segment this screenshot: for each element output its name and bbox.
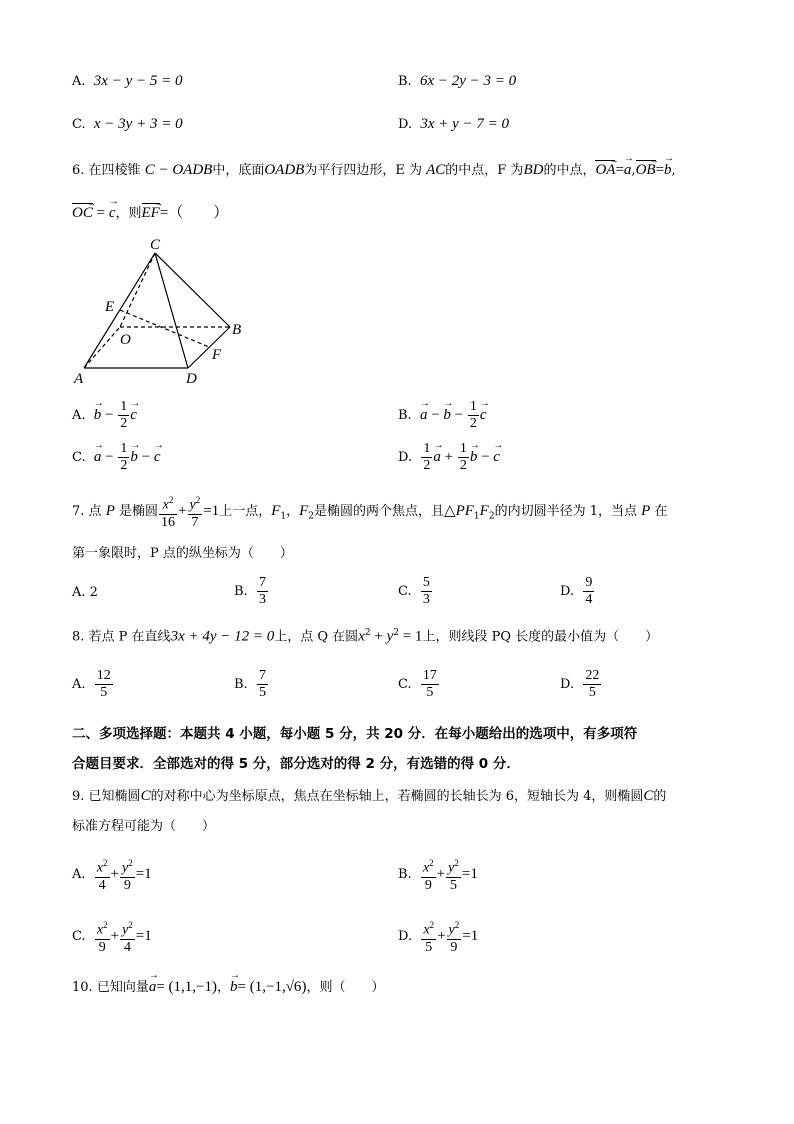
label-f: F (212, 347, 222, 363)
q9-option-d: D. $\frac{x^2}{5}$ + $\frac{y^2}{9}$ =1 (398, 917, 478, 956)
q7-stem-line1: 7. 点 P 是椭圆 $\frac{x^2}{16}$ + $\frac{y^2}{7}$ =1上一点，$F_1$，$F_2$是椭圆的两个焦点，且$\triangle PF_1F_2$的内切圆半径为 1，当点 P 在 (72, 492, 667, 534)
q7-option-d: D. $\frac{9}{4}$ (560, 575, 593, 607)
q6-stem-line1: 6. 在四棱锥 C − OADB中，底面OADB为平行四边形，E 为 AC的中点，F 为BD的中点，OA →=→ a,OB →=→ b, (72, 160, 676, 180)
q8-option-c: C. $\frac{17}{5}$ (398, 668, 437, 700)
q6-option-a: A. → b − $\frac{1}{2}$ → c (72, 398, 137, 433)
q6-stem-line2: OC → = → c，则EF →=（ ） (72, 203, 228, 223)
section2-heading-line1: 二、多项选择题：本题共 4 小题，每小题 5 分，共 20 分．在每小题给出的选项中，有多项符 (72, 726, 638, 742)
q9-stem-line2: 标准方程可能为（ ） (72, 819, 216, 834)
label-d: D (186, 371, 197, 385)
label-a: A (74, 371, 84, 385)
q9-option-c: C. $\frac{x^2}{9}$ + $\frac{y^2}{4}$ =1 (72, 917, 152, 956)
q5-option-b: B. 6x − 2y − 3 = 0 (398, 73, 517, 89)
q5-option-a: A. 3x − y − 5 = 0 (72, 73, 183, 89)
q6-option-d: D. $\frac{1}{2}$ → a + $\frac{1}{2}$ → b − → c (398, 440, 500, 475)
q7-option-b: B. $\frac{7}{3}$ (234, 575, 266, 607)
q10-stem: 10. 已知向量→ a= (1,1,−1)，→ b= (1,−1,√6)，则（ ） (72, 978, 384, 997)
q8-option-b: B. $\frac{7}{5}$ (234, 668, 266, 700)
q8-option-d: D. $\frac{22}{5}$ (560, 668, 600, 700)
pyramid-figure (70, 235, 260, 385)
q8-stem: 8. 若点 P 在直线3x + 4y − 12 = 0上，点 Q 在圆$x^2 + y^2 = 1$上，则线段 PQ 长度的最小值为（ ） (72, 628, 659, 645)
q5-option-d: D. 3x + y − 7 = 0 (398, 116, 510, 132)
q7-stem-line2: 第一象限时，P 点的纵坐标为（ ） (72, 546, 293, 561)
q8-option-a: A. $\frac{12}{5}$ (72, 668, 111, 700)
q5-option-c: C. x − 3y + 3 = 0 (72, 116, 183, 132)
label-b: B (232, 322, 242, 338)
q7-option-a: A. 2 (72, 585, 98, 600)
q6-option-c: C. → a − $\frac{1}{2}$ → b − → c (72, 440, 161, 475)
q9-option-a: A. $\frac{x^2}{4}$ + $\frac{y^2}{9}$ =1 (72, 855, 152, 894)
q9-stem-line1: 9. 已知椭圆C的对称中心为坐标原点，焦点在坐标轴上，若椭圆的长轴长为 6，短轴长为 4，则椭圆C的 (72, 788, 667, 804)
label-o: O (120, 332, 131, 348)
label-c: C (150, 237, 161, 253)
section2-heading-line2: 合题目要求．全部选对的得 5 分，部分选对的得 2 分，有选错的得 0 分． (72, 756, 520, 772)
label-e: E (105, 299, 115, 315)
q9-option-b: B. $\frac{x^2}{9}$ + $\frac{y^2}{5}$ =1 (398, 855, 478, 894)
q6-option-b: B. → a − → b − $\frac{1}{2}$ → c (398, 398, 487, 433)
q7-option-c: C. $\frac{5}{3}$ (398, 575, 430, 607)
